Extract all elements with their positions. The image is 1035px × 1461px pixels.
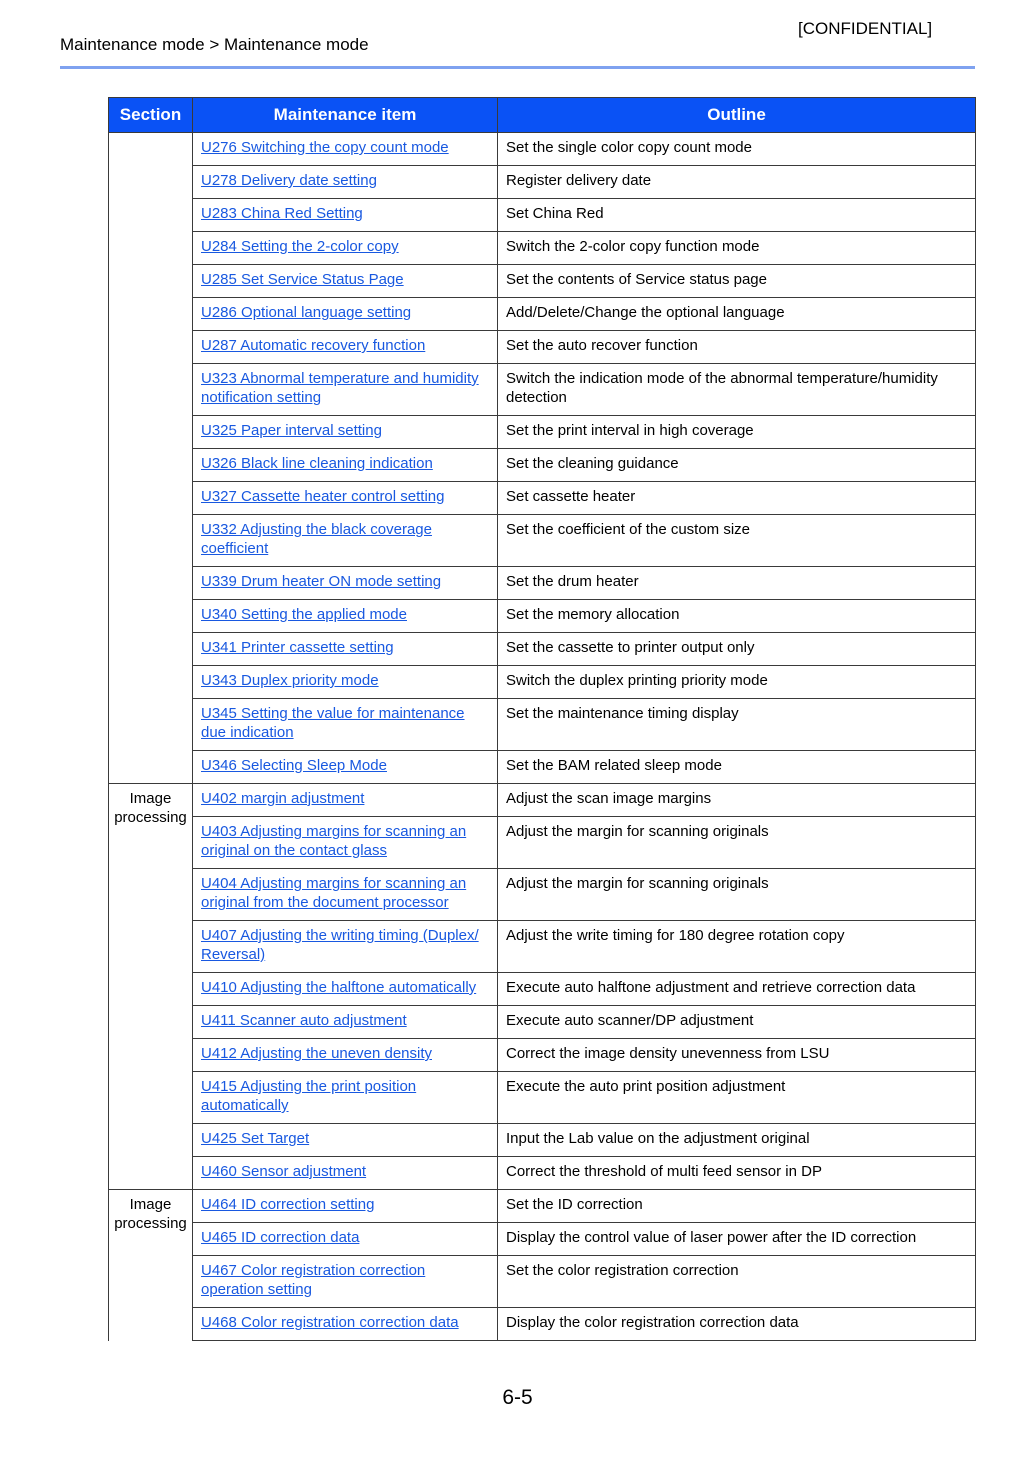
maintenance-item-link[interactable]: U346 Selecting Sleep Mode bbox=[201, 757, 387, 774]
page-number: 6-5 bbox=[502, 1386, 533, 1409]
maintenance-item-link[interactable]: U464 ID correction setting bbox=[201, 1196, 375, 1213]
header-divider bbox=[60, 66, 975, 69]
maintenance-item-link[interactable]: U343 Duplex priority mode bbox=[201, 672, 379, 689]
outline-cell: Set the cassette to printer output only bbox=[498, 633, 976, 666]
maintenance-item-link[interactable]: U276 Switching the copy count mode bbox=[201, 139, 449, 156]
table-row bbox=[109, 1157, 976, 1190]
outline-cell: Display the control value of laser power after the ID correction bbox=[498, 1223, 976, 1256]
section-cell bbox=[109, 133, 193, 784]
maintenance-item-link[interactable]: U283 China Red Setting bbox=[201, 205, 363, 222]
maintenance-item-cell bbox=[193, 199, 498, 232]
outline-cell: Set the ID correction bbox=[498, 1190, 976, 1223]
table-row bbox=[109, 1124, 976, 1157]
maintenance-item-link[interactable]: U468 Color registration correction data bbox=[201, 1314, 459, 1331]
outline-cell: Switch the duplex printing priority mode bbox=[498, 666, 976, 699]
maintenance-item-link[interactable]: U345 Setting the value for maintenance due indication bbox=[201, 705, 465, 741]
table-row bbox=[109, 449, 976, 482]
table-row bbox=[109, 751, 976, 784]
table-row bbox=[109, 1190, 976, 1223]
column-header-outline: Outline bbox=[498, 98, 976, 133]
outline-cell: Set the cleaning guidance bbox=[498, 449, 976, 482]
outline-cell: Set cassette heater bbox=[498, 482, 976, 515]
outline-cell: Execute the auto print position adjustment bbox=[498, 1072, 976, 1124]
maintenance-item-link[interactable]: U327 Cassette heater control setting bbox=[201, 488, 445, 505]
maintenance-item-cell bbox=[193, 699, 498, 751]
outline-cell: Set the auto recover function bbox=[498, 331, 976, 364]
table-row bbox=[109, 921, 976, 973]
table-row bbox=[109, 416, 976, 449]
outline-cell: Display the color registration correction data bbox=[498, 1308, 976, 1341]
maintenance-item-link[interactable]: U410 Adjusting the halftone automatically bbox=[201, 979, 477, 996]
outline-cell: Switch the indication mode of the abnormal temperature/humidity detection bbox=[498, 364, 976, 416]
maintenance-item-cell bbox=[193, 600, 498, 633]
outline-cell: Adjust the write timing for 180 degree rotation copy bbox=[498, 921, 976, 973]
maintenance-item-link[interactable]: U339 Drum heater ON mode setting bbox=[201, 573, 442, 590]
maintenance-item-cell bbox=[193, 1006, 498, 1039]
maintenance-item-link[interactable]: U402 margin adjustment bbox=[201, 790, 365, 807]
maintenance-item-link[interactable]: U287 Automatic recovery function bbox=[201, 337, 426, 354]
maintenance-item-cell bbox=[193, 784, 498, 817]
maintenance-item-cell bbox=[193, 265, 498, 298]
table-row bbox=[109, 482, 976, 515]
maintenance-item-cell bbox=[193, 1308, 498, 1341]
table-row bbox=[109, 869, 976, 921]
confidential-label: [CONFIDENTIAL] bbox=[798, 19, 933, 38]
maintenance-item-cell bbox=[193, 1190, 498, 1223]
outline-cell: Set the coefficient of the custom size bbox=[498, 515, 976, 567]
outline-cell: Set the BAM related sleep mode bbox=[498, 751, 976, 784]
maintenance-item-link[interactable]: U465 ID correction data bbox=[201, 1229, 360, 1246]
maintenance-item-link[interactable]: U467 Color registration correction operation setting bbox=[201, 1262, 426, 1298]
maintenance-item-link[interactable]: U340 Setting the applied mode bbox=[201, 606, 407, 623]
outline-cell: Correct the image density unevenness from LSU bbox=[498, 1039, 976, 1072]
maintenance-table bbox=[108, 97, 976, 1341]
maintenance-item-cell bbox=[193, 133, 498, 166]
outline-cell: Correct the threshold of multi feed sensor in DP bbox=[498, 1157, 976, 1190]
maintenance-item-cell bbox=[193, 364, 498, 416]
table-row bbox=[109, 633, 976, 666]
outline-cell: Set the color registration correction bbox=[498, 1256, 976, 1308]
maintenance-item-link[interactable]: U286 Optional language setting bbox=[201, 304, 412, 321]
maintenance-item-cell bbox=[193, 515, 498, 567]
table-row bbox=[109, 1039, 976, 1072]
maintenance-item-cell bbox=[193, 921, 498, 973]
outline-cell: Adjust the margin for scanning originals bbox=[498, 869, 976, 921]
table-row bbox=[109, 331, 976, 364]
maintenance-item-link[interactable]: U278 Delivery date setting bbox=[201, 172, 377, 189]
maintenance-item-cell bbox=[193, 449, 498, 482]
outline-cell: Add/Delete/Change the optional language bbox=[498, 298, 976, 331]
table-header-row bbox=[109, 98, 976, 133]
outline-cell: Input the Lab value on the adjustment original bbox=[498, 1124, 976, 1157]
maintenance-item-cell bbox=[193, 331, 498, 364]
maintenance-item-cell bbox=[193, 973, 498, 1006]
table-row bbox=[109, 364, 976, 416]
column-header-maintenance-item: Maintenance item bbox=[193, 98, 498, 133]
maintenance-item-cell bbox=[193, 1223, 498, 1256]
maintenance-item-link[interactable]: U332 Adjusting the black coverage coefficient bbox=[201, 521, 432, 557]
table-row bbox=[109, 699, 976, 751]
maintenance-item-cell bbox=[193, 751, 498, 784]
maintenance-item-cell bbox=[193, 298, 498, 331]
outline-cell: Set the contents of Service status page bbox=[498, 265, 976, 298]
table-row bbox=[109, 298, 976, 331]
maintenance-item-link[interactable]: U403 Adjusting margins for scanning an original on the contact glass bbox=[201, 823, 467, 859]
column-header-section: Section bbox=[109, 98, 193, 133]
maintenance-item-cell bbox=[193, 666, 498, 699]
table-row bbox=[109, 166, 976, 199]
maintenance-item-cell bbox=[193, 1124, 498, 1157]
outline-cell: Register delivery date bbox=[498, 166, 976, 199]
outline-cell: Switch the 2-color copy function mode bbox=[498, 232, 976, 265]
table-row bbox=[109, 1072, 976, 1124]
maintenance-item-cell bbox=[193, 817, 498, 869]
table-row bbox=[109, 1308, 976, 1341]
maintenance-item-link[interactable]: U325 Paper interval setting bbox=[201, 422, 382, 439]
table-row bbox=[109, 567, 976, 600]
outline-cell: Set the print interval in high coverage bbox=[498, 416, 976, 449]
outline-cell: Execute auto halftone adjustment and retrieve correction data bbox=[498, 973, 976, 1006]
table-row bbox=[109, 1256, 976, 1308]
maintenance-item-cell bbox=[193, 482, 498, 515]
outline-cell: Adjust the margin for scanning originals bbox=[498, 817, 976, 869]
outline-cell: Execute auto scanner/DP adjustment bbox=[498, 1006, 976, 1039]
table-row bbox=[109, 784, 976, 817]
maintenance-item-link[interactable]: U285 Set Service Status Page bbox=[201, 271, 404, 288]
maintenance-item-link[interactable]: U415 Adjusting the print position automatically bbox=[201, 1078, 417, 1114]
table-row bbox=[109, 265, 976, 298]
table-row bbox=[109, 133, 976, 166]
maintenance-item-cell bbox=[193, 232, 498, 265]
section-cell: Image processing bbox=[109, 1190, 193, 1341]
maintenance-item-cell bbox=[193, 633, 498, 666]
maintenance-item-link[interactable]: U412 Adjusting the uneven density bbox=[201, 1045, 432, 1062]
maintenance-item-link[interactable]: U326 Black line cleaning indication bbox=[201, 455, 433, 472]
maintenance-item-cell bbox=[193, 1256, 498, 1308]
table-row bbox=[109, 1223, 976, 1256]
maintenance-item-cell bbox=[193, 1157, 498, 1190]
maintenance-item-link[interactable]: U404 Adjusting margins for scanning an original from the document processor bbox=[201, 875, 467, 911]
maintenance-item-cell bbox=[193, 1039, 498, 1072]
outline-cell: Set the memory allocation bbox=[498, 600, 976, 633]
maintenance-item-link[interactable]: U460 Sensor adjustment bbox=[201, 1163, 367, 1180]
breadcrumb: Maintenance mode > Maintenance mode bbox=[60, 35, 369, 54]
outline-cell: Set the single color copy count mode bbox=[498, 133, 976, 166]
outline-cell: Set China Red bbox=[498, 199, 976, 232]
maintenance-item-cell bbox=[193, 567, 498, 600]
table-row bbox=[109, 973, 976, 1006]
maintenance-item-link[interactable]: U411 Scanner auto adjustment bbox=[201, 1012, 407, 1029]
maintenance-item-link[interactable]: U323 Abnormal temperature and humidity notification setting bbox=[201, 370, 479, 406]
outline-cell: Set the drum heater bbox=[498, 567, 976, 600]
maintenance-item-cell bbox=[193, 1072, 498, 1124]
maintenance-item-link[interactable]: U425 Set Target bbox=[201, 1130, 310, 1147]
table-row bbox=[109, 232, 976, 265]
section-cell: Image processing bbox=[109, 784, 193, 1190]
maintenance-item-cell bbox=[193, 416, 498, 449]
table-row bbox=[109, 199, 976, 232]
maintenance-item-link[interactable]: U341 Printer cassette setting bbox=[201, 639, 394, 656]
outline-cell: Adjust the scan image margins bbox=[498, 784, 976, 817]
table-row bbox=[109, 515, 976, 567]
maintenance-item-cell bbox=[193, 869, 498, 921]
table-row bbox=[109, 600, 976, 633]
maintenance-item-link[interactable]: U407 Adjusting the writing timing (Duplex/ Reversal) bbox=[201, 927, 479, 963]
table-row bbox=[109, 1006, 976, 1039]
table-row bbox=[109, 666, 976, 699]
maintenance-item-cell bbox=[193, 166, 498, 199]
table-row bbox=[109, 817, 976, 869]
outline-cell: Set the maintenance timing display bbox=[498, 699, 976, 751]
maintenance-item-link[interactable]: U284 Setting the 2-color copy bbox=[201, 238, 399, 255]
